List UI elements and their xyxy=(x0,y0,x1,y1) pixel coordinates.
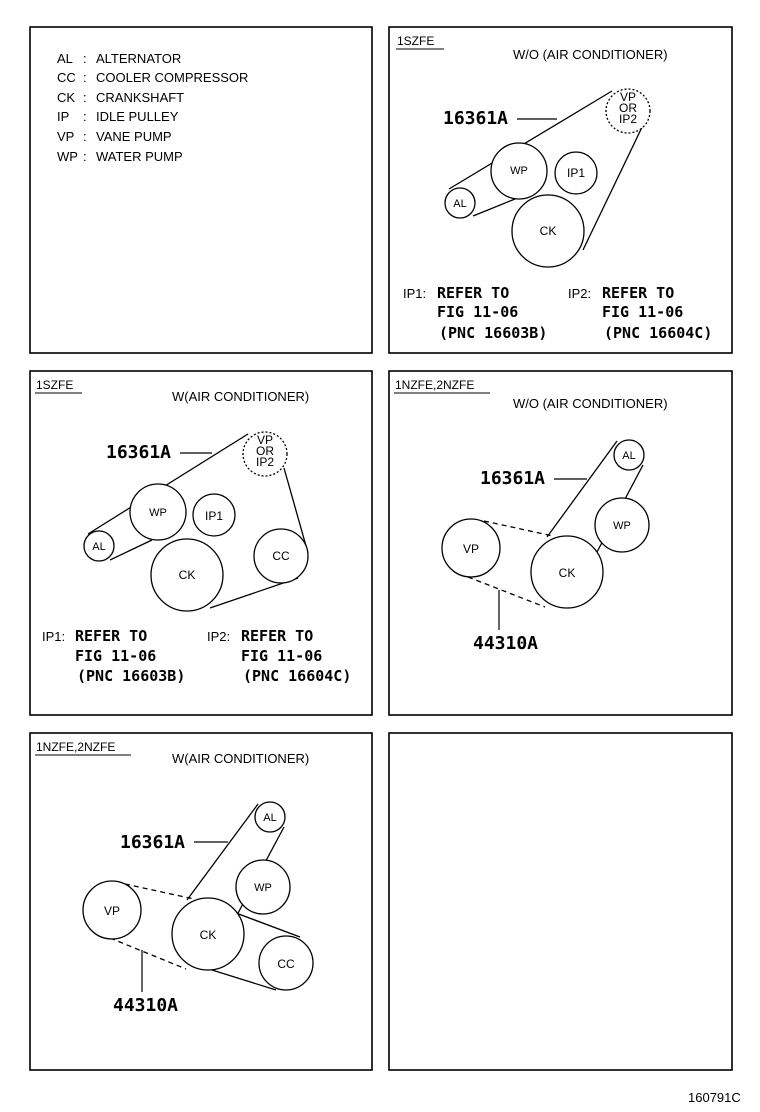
engine-label: 1SZFE xyxy=(397,34,435,48)
legend-name: COOLER COMPRESSOR xyxy=(96,70,249,85)
pulley-label: CC xyxy=(272,549,290,563)
belt-part-number: 16361A xyxy=(443,108,509,129)
legend-sep: : xyxy=(83,149,87,164)
panel-1nzfe-no-ac xyxy=(394,378,668,654)
note-ip1 xyxy=(42,627,185,685)
legend-code: CC xyxy=(57,70,76,85)
legend-sep: : xyxy=(83,109,87,124)
note-line: (PNC 16603B) xyxy=(439,324,548,342)
legend xyxy=(57,51,248,164)
pulley-label: IP1 xyxy=(566,166,586,180)
pulley-label: WP xyxy=(613,520,631,532)
pulley-label: CK xyxy=(178,568,196,582)
secondary-belt-part-number: 44310A xyxy=(113,995,179,1016)
legend-code: IP xyxy=(57,109,70,124)
note-line: (PNC 16603B) xyxy=(77,667,186,685)
pulley-label: AL xyxy=(263,812,277,824)
legend-sep: : xyxy=(83,51,87,66)
legend-name: WATER PUMP xyxy=(96,149,183,164)
secondary-belt-part-number: 44310A xyxy=(473,633,539,654)
pulley-label: CK xyxy=(558,566,576,580)
pulley-label: WP xyxy=(254,882,272,894)
legend-item xyxy=(57,149,183,164)
note-line: FIG 11-06 xyxy=(602,303,684,321)
legend-item xyxy=(57,51,181,66)
legend-code: VP xyxy=(57,129,75,144)
note-line: FIG 11-06 xyxy=(241,647,323,665)
note-key: IP1: xyxy=(42,629,66,644)
engine-label: 1SZFE xyxy=(36,378,74,392)
pulley-label: CK xyxy=(199,928,217,942)
condition-label: W/O (AIR CONDITIONER) xyxy=(513,396,668,411)
legend-name: VANE PUMP xyxy=(96,129,172,144)
pulley-label: AL xyxy=(453,198,467,210)
belt-part-number: 16361A xyxy=(106,442,172,463)
legend-item xyxy=(57,109,179,124)
pulley-label-multiline: VP OR IP2 xyxy=(255,433,275,469)
pulley-label-multiline: VP OR IP2 xyxy=(618,90,638,126)
pulley-label: WP xyxy=(510,165,528,177)
pulley-label: VP xyxy=(462,542,480,556)
engine-label: 1NZFE,2NZFE xyxy=(36,740,116,754)
panel-1nzfe-ac xyxy=(35,740,313,1016)
figure-code: 160791C xyxy=(688,1090,741,1105)
legend-code: AL xyxy=(57,51,73,66)
pulley-label: VP xyxy=(103,904,121,918)
note-key: IP2: xyxy=(207,629,231,644)
note-ip2 xyxy=(568,284,712,342)
note-ip1 xyxy=(403,284,547,342)
engine-label: 1NZFE,2NZFE xyxy=(395,378,475,392)
frame-empty xyxy=(389,733,732,1070)
note-line: REFER TO xyxy=(437,284,510,302)
condition-label: W(AIR CONDITIONER) xyxy=(172,751,310,766)
legend-item xyxy=(57,90,184,105)
note-ip2 xyxy=(207,627,351,685)
note-line: (PNC 16604C) xyxy=(243,667,352,685)
condition-label: W(AIR CONDITIONER) xyxy=(172,389,310,404)
pulley-label: CK xyxy=(539,224,557,238)
pulley-label: AL xyxy=(92,541,106,553)
note-key: IP2: xyxy=(568,286,592,301)
legend-sep: : xyxy=(83,90,87,105)
legend-sep: : xyxy=(83,129,87,144)
note-key: IP1: xyxy=(403,286,427,301)
pulley-label: WP xyxy=(149,507,167,519)
legend-item xyxy=(57,70,248,85)
belt-part-number: 16361A xyxy=(120,832,186,853)
note-line: (PNC 16604C) xyxy=(604,324,713,342)
legend-name: CRANKSHAFT xyxy=(96,90,185,105)
panel-1szfe-no-ac xyxy=(396,34,712,342)
note-line: FIG 11-06 xyxy=(437,303,519,321)
legend-code: WP xyxy=(57,149,78,164)
condition-label: W/O (AIR CONDITIONER) xyxy=(513,47,668,62)
note-line: REFER TO xyxy=(75,627,148,645)
belt-part-number: 16361A xyxy=(480,468,546,489)
legend-item xyxy=(57,129,172,144)
note-line: REFER TO xyxy=(241,627,314,645)
pulley-label: AL xyxy=(622,450,636,462)
pulley-label: CC xyxy=(277,957,295,971)
legend-name: IDLE PULLEY xyxy=(96,109,179,124)
note-line: REFER TO xyxy=(602,284,675,302)
pulley-label: IP1 xyxy=(204,509,224,523)
legend-sep: : xyxy=(83,70,87,85)
panel-1szfe-ac xyxy=(35,378,351,685)
legend-name: ALTERNATOR xyxy=(96,51,182,66)
note-line: FIG 11-06 xyxy=(75,647,157,665)
legend-code: CK xyxy=(57,90,76,105)
